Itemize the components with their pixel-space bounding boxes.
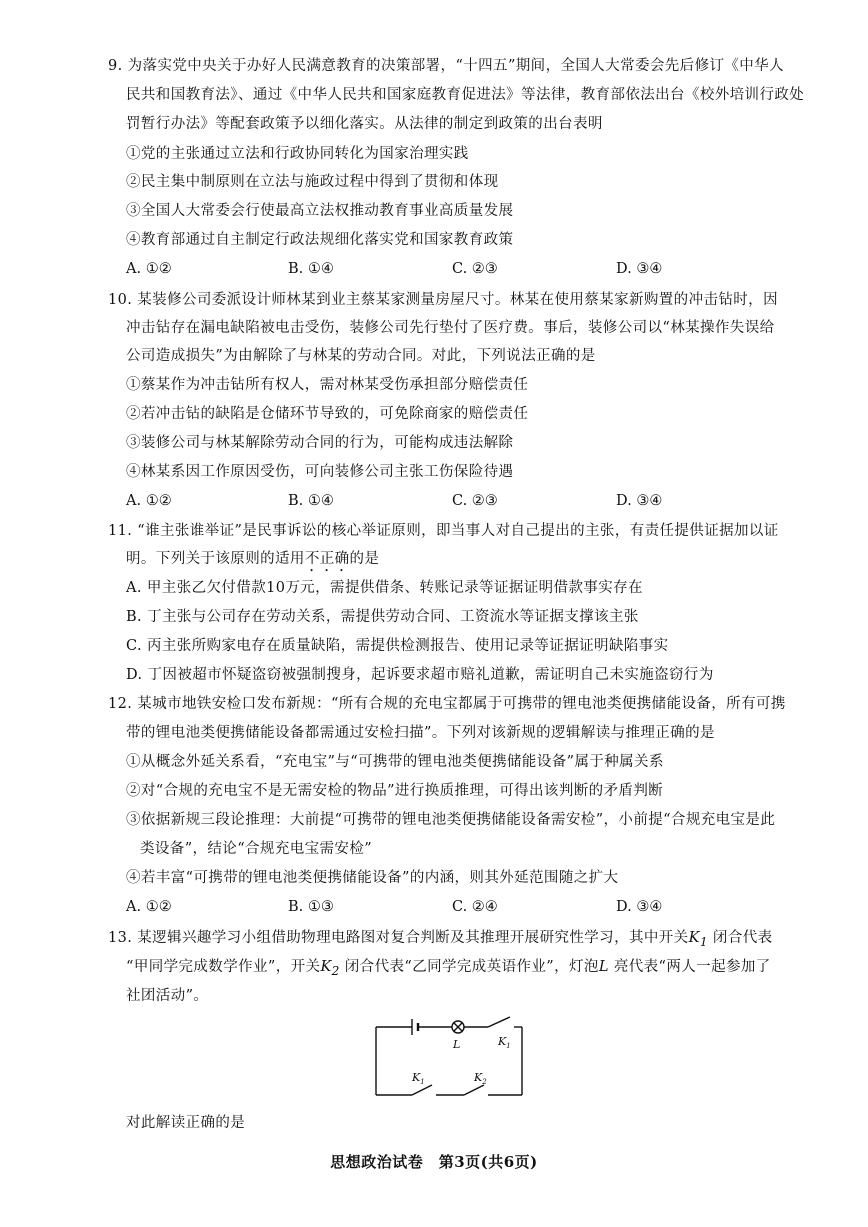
q13-lamp-label: L: [598, 959, 609, 975]
q13-line-2-b: 闭合代表“乙同学完成英语作业”，灯泡: [344, 959, 599, 975]
q13-line-2: [126, 957, 771, 981]
q9-line-3: 罚暂行办法》等配套政策予以细化落实。从法律的制定到政策的出台表明: [126, 116, 603, 132]
q9-option-d[interactable]: D. ③④: [616, 261, 663, 277]
switch-k1-icon: [412, 1085, 432, 1095]
q12-option-c[interactable]: C. ②④: [452, 899, 498, 915]
switch-top-icon: [488, 1017, 510, 1027]
q13-line-1-b: 闭合代表: [712, 930, 773, 946]
q9-option-a[interactable]: A. ①②: [126, 261, 172, 277]
q12-option-a[interactable]: A. ①②: [126, 899, 172, 915]
q11-choice-c[interactable]: C. 丙主张所购家电存在质量缺陷，需提供检测报告、使用记录等证据证明缺陷事实: [126, 638, 669, 654]
q9-line-2: 民共和国教育法》、通过《中华人民共和国家庭教育促进法》等法律，教育部依法出台《校外培训行政处: [126, 87, 805, 103]
circuit-label-k2: [473, 1071, 487, 1086]
circuit-label-k1-sub: 1: [420, 1078, 425, 1086]
q10-option-c[interactable]: C. ②③: [452, 493, 498, 509]
q12-item-4: ④若丰富“可携带的锂电池类便携储能设备”的内涵，则其外延范围随之扩大: [126, 870, 619, 886]
circuit-label-l: L: [453, 1038, 461, 1051]
q11-choice-d[interactable]: D. 丁因被超市怀疑盗窃被强制搜身，起诉要求超市赔礼道歉，需证明自己未实施盗窃行为: [126, 667, 714, 683]
circuit-label-k2-letter: K: [474, 1071, 483, 1084]
q10-item-4: ④林某系因工作原因受伤，可向装修公司主张工伤保险待遇: [126, 464, 514, 480]
q13-k1-letter: K: [688, 930, 700, 946]
switch-k2-icon: [464, 1085, 484, 1095]
q13-k2-label: [320, 959, 340, 978]
q13-k2-letter: K: [320, 959, 332, 975]
q10-line-2: 冲击钻存在漏电缺陷被电击受伤，装修公司先行垫付了医疗费。事后，装修公司以“林某操作失误给: [126, 320, 775, 336]
q9-item-4: ④教育部通过自主制定行政法规细化落实党和国家教育政策: [126, 232, 514, 248]
q9-item-3: ③全国人大常委会行使最高立法权推动教育事业高质量发展: [126, 203, 514, 219]
q13-line-2-c: 亮代表“两人一起参加了: [613, 959, 771, 975]
q11-choice-b[interactable]: B. 丁主张与公司存在劳动关系，需提供劳动合同、工资流水等证据支撑该主张: [126, 609, 639, 625]
page-footer: 思想政治试卷 第3页(共6页): [330, 1153, 538, 1171]
q10-line-3: 公司造成损失”为由解除了与林某的劳动合同。对此，下列说法正确的是: [126, 348, 596, 364]
circuit-label-k-top: [497, 1035, 511, 1050]
q12-option-d[interactable]: D. ③④: [616, 899, 663, 915]
q9-item-1: ①党的主张通过立法和行政协同转化为国家治理实践: [126, 146, 469, 162]
q13-tail: 对此解读正确的是: [126, 1115, 246, 1131]
q13-line-1: [108, 928, 773, 952]
q10-item-3: ③装修公司与林某解除劳动合同的行为，可能构成违法解除: [126, 435, 514, 451]
q11-emphasis: 不正确: [304, 551, 350, 567]
q11-line-2: [126, 549, 379, 575]
q11-line-2-pre: 明。下列关于该原则的适用: [126, 551, 305, 567]
q9-option-b[interactable]: B. ①④: [288, 261, 334, 277]
q10-item-1: ①蔡某作为冲击钻所有权人，需对林某受伤承担部分赔偿责任: [126, 377, 529, 393]
q9-option-c[interactable]: C. ②③: [452, 261, 498, 277]
q11-line-1: 11. “谁主张谁举证”是民事诉讼的核心举证原则，即当事人对自己提出的主张，有责任提供证据加以证: [108, 523, 779, 539]
q12-line-1: 12. 某城市地铁安检口发布新规：“所有合规的充电宝都属于可携带的锂电池类便携储能设备，所有可携: [108, 696, 786, 712]
q12-option-b[interactable]: B. ①③: [288, 899, 334, 915]
q10-option-b[interactable]: B. ①④: [288, 493, 334, 509]
q13-line-2-a: “甲同学完成数学作业”，开关: [126, 959, 321, 975]
q12-item-3-cont: 类设备”，结论“合规充电宝需安检”: [140, 841, 373, 857]
q12-item-1: ①从概念外延关系看，“充电宝”与“可携带的锂电池类便携储能设备”属于种属关系: [126, 754, 664, 770]
q13-k1-sub: 1: [699, 934, 708, 949]
q12-item-3: ③依据新规三段论推理：大前提“可携带的锂电池类便携储能设备需安检”，小前提“合规充电宝是此: [126, 812, 776, 828]
q10-option-d[interactable]: D. ③④: [616, 493, 663, 509]
q9-item-2: ②民主集中制原则在立法与施政过程中得到了贯彻和体现: [126, 174, 499, 190]
circuit-diagram: [372, 1015, 532, 1105]
q13-k1-label: [688, 930, 708, 949]
circuit-label-k1-letter: K: [412, 1071, 421, 1084]
q11-choice-a[interactable]: A. 甲主张乙欠付借款10万元，需提供借条、转账记录等证据证明借款事实存在: [126, 580, 643, 596]
q13-k2-sub: 2: [331, 963, 340, 978]
q11-line-2-post: 的是: [349, 551, 380, 567]
circuit-label-k2-sub: 2: [482, 1078, 487, 1086]
q13-line-3: 社团活动”。: [126, 988, 209, 1004]
q12-line-2: 带的锂电池类便携储能设备都需通过安检扫描”。下列对该新规的逻辑解读与推理正确的是: [126, 725, 715, 741]
q10-option-a[interactable]: A. ①②: [126, 493, 172, 509]
circuit-label-k-top-letter: K: [498, 1035, 507, 1048]
q13-line-1-a: 13. 某逻辑兴趣学习小组借助物理电路图对复合判断及其推理开展研究性学习，其中开关: [108, 930, 689, 946]
q9-line-1: 9. 为落实党中央关于办好人民满意教育的决策部署，“十四五”期间，全国人大常委会先后修订《中华人: [108, 58, 784, 74]
q10-line-1: 10. 某装修公司委派设计师林某到业主蔡某家测量房屋尺寸。林某在使用蔡某家新购置的冲击钻时，因: [108, 292, 778, 308]
q10-item-2: ②若冲击钻的缺陷是仓储环节导致的，可免除商家的赔偿责任: [126, 406, 529, 422]
q12-item-2: ②对“合规的充电宝不是无需安检的物品”进行换质推理，可得出该判断的矛盾判断: [126, 783, 664, 799]
circuit-label-k-top-sub: 1: [506, 1042, 511, 1050]
circuit-label-k1: [411, 1071, 425, 1086]
